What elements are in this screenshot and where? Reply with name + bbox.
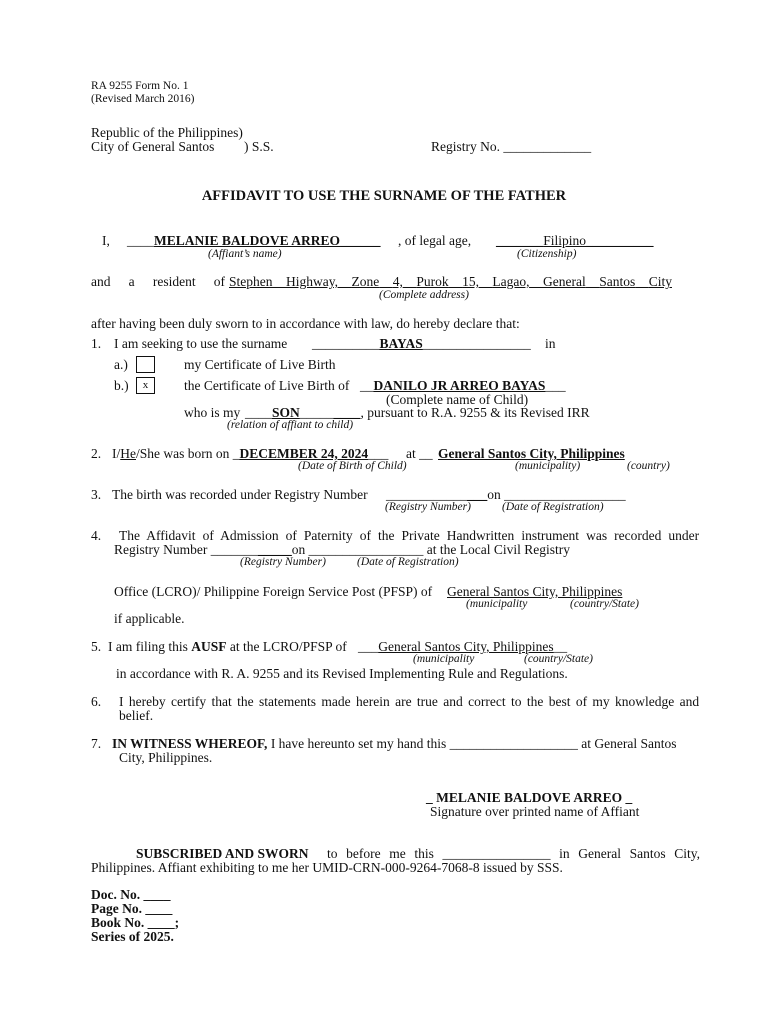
item5-municipality-caption: (municipality [413, 653, 475, 665]
complete-address-field: Stephen Highway, Zone 4, Purok 15, Lagao, General Santos City [229, 274, 672, 289]
item5-country-caption: (country/State) [524, 653, 593, 665]
signature-caption: Signature over printed name of Affiant [430, 804, 640, 819]
ss-label: ) S.S. [244, 139, 274, 154]
item4-country-caption: (country/State) [570, 598, 639, 610]
item4-office-place: General Santos City, Philippines [447, 584, 623, 599]
item7-number: 7. [91, 736, 102, 751]
option-a-checkbox[interactable] [136, 356, 155, 373]
option-a-label: a.) [114, 357, 128, 372]
jurat-line2: Philippines. Affiant exhibiting to me her UMID-CRN-000-9264-7068-8 issued by SSS. [91, 860, 563, 875]
birth-municipality-caption: (municipality) [515, 460, 581, 472]
item1-in: in [545, 336, 556, 351]
item4-date-caption: (Date of Registration) [357, 556, 459, 568]
item4-office-text: Office (LCRO)/ Philippine Foreign Service Post (PFSP) of [114, 584, 433, 599]
item3-text: The birth was recorded under Registry Number [112, 487, 368, 502]
address-caption: (Complete address) [379, 289, 469, 301]
affiant-signature-name: _ MELANIE BALDOVE ARREO _ [426, 790, 633, 805]
legal-age-text: , of legal age, [398, 233, 472, 248]
item4-applicable: if applicable. [114, 611, 185, 626]
book-number: Book No. ____; [91, 915, 180, 930]
citizenship-caption: (Citizenship) [517, 248, 577, 260]
item2-text: I/He/She was born on _DECEMBER 24, 2024___ [112, 446, 389, 461]
item5-number: 5. [91, 639, 102, 654]
item1-number: 1. [91, 336, 102, 351]
series-year: Series of 2025. [91, 929, 174, 944]
affiant-name-field: ____MELANIE BALDOVE ARREO______ [127, 233, 381, 248]
jurat-line1: to before me this ________________ in General Santos City, [327, 846, 701, 861]
item6-number: 6. [91, 694, 102, 709]
item5-accordance: in accordance with R. A. 9255 and its Revised Implementing Rule and Regulations. [116, 666, 568, 681]
item3-date-caption: (Date of Registration) [502, 501, 604, 513]
surname-field: __________BAYAS________________ [312, 336, 531, 351]
form-number: RA 9255 Form No. 1 [91, 80, 189, 92]
item2-number: 2. [91, 446, 102, 461]
item4-line1: The Affidavit of Admission of Paternity of the Private Handwritten instrument was recorded under [119, 528, 700, 543]
item1-text: I am seeking to use the surname [114, 336, 288, 351]
item6-line2: belief. [119, 708, 154, 723]
item3-number: 3. [91, 487, 102, 502]
item6-line1: I hereby certify that the statements made herein are true and correct to the best of my knowledge and [119, 694, 700, 709]
relation-field: ____SON_________, pursuant to R.A. 9255 & its Revised IRR [245, 405, 590, 420]
item7-text: IN WITNESS WHEREOF, I have hereunto set my hand this ___________________ at General Santos [112, 736, 677, 751]
option-a-text: my Certificate of Live Birth [184, 357, 336, 372]
declaration-text: after having been duly sworn to in accordance with law, do hereby declare that: [91, 316, 520, 331]
item4-line2: Registry Number ____________on _________________ at the Local Civil Registry [114, 542, 570, 557]
item3-registry-field: _______________on __________________ [386, 487, 626, 502]
item4-registry-caption: (Registry Number) [240, 556, 326, 568]
birth-country-caption: (country) [627, 460, 670, 472]
city-line: City of General Santos [91, 139, 215, 154]
child-name-field: __DANILO JR ARREO BAYAS___ [360, 378, 566, 393]
birth-place-field: General Santos City, Philippines [438, 446, 625, 461]
affiant-name-caption: (Affiant’s name) [208, 248, 282, 260]
affiant-intro: I, [102, 233, 110, 248]
item7-line2: City, Philippines. [119, 750, 213, 765]
who-is-my-text: who is my [184, 405, 241, 420]
subscribed-sworn-label: SUBSCRIBED AND SWORN [136, 846, 309, 861]
option-b-checkbox[interactable]: x [136, 377, 155, 394]
resident-label: and a resident of [91, 274, 226, 289]
item2-at: at __ [406, 446, 433, 461]
relation-caption: (relation of affiant to child) [227, 419, 354, 431]
option-b-label: b.) [114, 378, 129, 393]
item4-municipality-caption: (municipality [466, 598, 528, 610]
registry-number-field: Registry No. _____________ [431, 139, 592, 154]
citizenship-field: _______Filipino__________ [496, 233, 654, 248]
page-number: Page No. ____ [91, 901, 173, 916]
child-name-caption: (Complete name of Child) [386, 392, 529, 407]
item3-registry-caption: (Registry Number) [385, 501, 471, 513]
option-b-text: the Certificate of Live Birth of [184, 378, 350, 393]
republic-line: Republic of the Philippines) [91, 125, 243, 140]
document-title: AFFIDAVIT TO USE THE SURNAME OF THE FATHER [201, 188, 567, 204]
item5-place-field: ___General Santos City, Philippines__ [358, 639, 568, 654]
item5-text: I am filing this AUSF at the LCRO/PFSP of [108, 639, 347, 654]
birth-date-caption: (Date of Birth of Child) [298, 460, 407, 472]
item4-number: 4. [91, 528, 102, 543]
form-revision: (Revised March 2016) [91, 93, 195, 105]
doc-number: Doc. No. ____ [91, 887, 171, 902]
